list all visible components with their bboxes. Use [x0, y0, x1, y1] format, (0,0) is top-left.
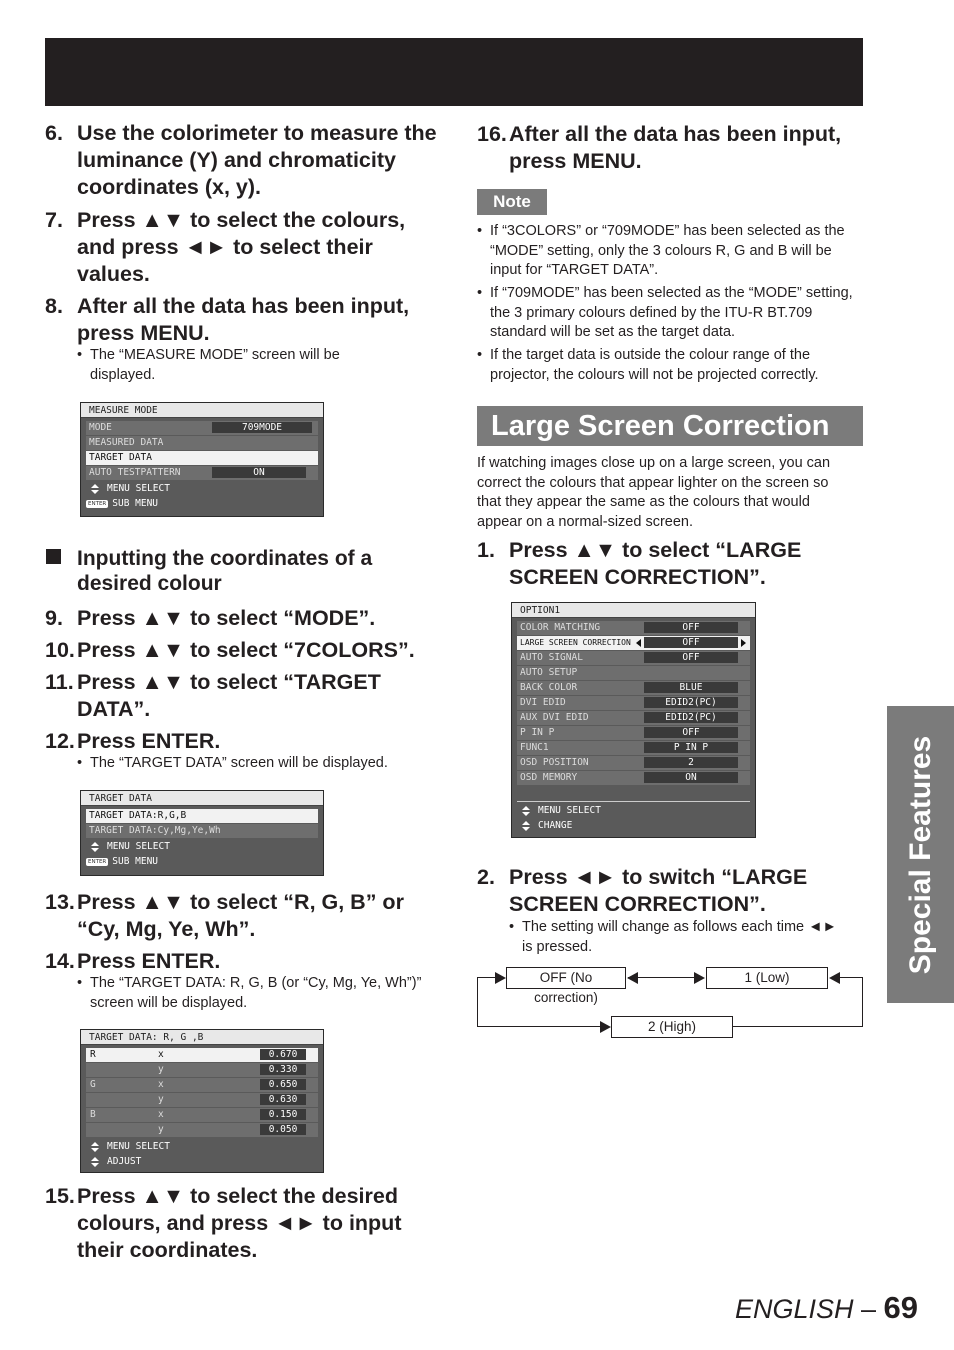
measure-mode-screen	[80, 402, 324, 517]
up-down-icon	[91, 1142, 99, 1152]
section-title: Large Screen Correction	[477, 406, 863, 446]
step-text: Press ENTER.	[77, 949, 221, 973]
screen-footer-submenu: ENTER SUB MENU	[88, 856, 159, 867]
menu-row-mode: MODE 709MODE	[86, 421, 318, 435]
step-number: 2.	[477, 865, 495, 889]
coord-row: y 0.050	[86, 1123, 318, 1137]
note-item: • If the target data is outside the colour range of the projector, the colours will not be projected correctly.	[477, 346, 863, 385]
step-10	[45, 637, 440, 664]
screen-footer-select: MENU SELECT	[522, 805, 601, 816]
step-text: Press ▲▼ to select the desired colours, and press ◄► to input their coordinates.	[77, 1184, 402, 1262]
menu-row-color-matching: COLOR MATCHING OFF	[517, 621, 750, 635]
arrow-right-icon	[694, 972, 705, 984]
step-15	[45, 1183, 440, 1265]
square-marker-icon	[46, 549, 61, 564]
step-6	[45, 120, 440, 202]
step-text: Press ▲▼ to select “7COLORS”.	[77, 638, 415, 662]
screen-footer-submenu: ENTER SUB MENU	[88, 498, 159, 509]
section-side-tab	[887, 706, 954, 1003]
page-footer: ENGLISH – 69	[734, 1290, 918, 1325]
screen-title: OPTION1	[512, 603, 755, 618]
step-number: 14.	[45, 949, 75, 973]
option-value: OFF	[644, 637, 738, 648]
step-16	[477, 121, 867, 175]
right-arrow-icon	[741, 639, 746, 647]
step-number: 8.	[45, 294, 63, 318]
coord-value: 0.670	[260, 1049, 306, 1060]
step-1	[477, 537, 867, 591]
target-data-screen	[80, 790, 324, 876]
step-number: 9.	[45, 606, 63, 630]
step-number: 11.	[45, 670, 74, 694]
option-value: OFF	[644, 622, 738, 633]
screen-title: TARGET DATA	[81, 791, 323, 806]
option-value: EDID2(PC)	[644, 697, 738, 708]
flow-box-low: 1 (Low)	[706, 967, 828, 989]
step-number: 1.	[477, 538, 495, 562]
step-text: Press ▲▼ to select “R, G, B” or “Cy, Mg, Ye, Wh”.	[77, 890, 404, 941]
step-text: Press ▲▼ to select the colours, and press ◄► to select their values.	[77, 208, 406, 286]
option-value: OFF	[644, 727, 738, 738]
step-text: Press ▲▼ to select “MODE”.	[77, 606, 376, 630]
option-value: OFF	[644, 652, 738, 663]
left-right-icon	[522, 821, 530, 831]
note-label: Note	[477, 189, 547, 215]
coord-value: 0.330	[260, 1064, 306, 1075]
screen-footer-select: MENU SELECT	[91, 1141, 170, 1152]
option-value: BLUE	[644, 682, 738, 693]
step-text: Press ENTER.	[77, 729, 221, 753]
step-text: Press ▲▼ to select “LARGE SCREEN CORRECTION”.	[509, 538, 802, 589]
step-text: Press ◄► to switch “LARGE SCREEN CORRECTION”.	[509, 865, 808, 916]
arrow-left-icon	[829, 972, 840, 984]
coord-value: 0.650	[260, 1079, 306, 1090]
menu-row-measured-data: MEASURED DATA	[86, 436, 318, 450]
subheading: Inputting the coordinates of a desired colour	[77, 547, 373, 595]
left-arrow-icon	[636, 639, 641, 647]
up-down-icon	[522, 806, 530, 816]
flow-line	[862, 977, 863, 1027]
menu-row-auto-signal: AUTO SIGNAL OFF	[517, 651, 750, 665]
auto-value: ON	[212, 467, 306, 478]
screen-title: MEASURE MODE	[81, 403, 323, 418]
step-number: 12.	[45, 729, 75, 753]
enter-icon: ENTER	[88, 500, 107, 507]
menu-row-large-screen-correction: LARGE SCREEN CORRECTION OFF	[517, 636, 750, 650]
menu-row-aux-dvi-edid: AUX DVI EDID EDID2(PC)	[517, 711, 750, 725]
section-intro: If watching images close up on a large screen, you can correct the colours that appear lighter on the screen so that they appear the same as the colours that would appear on a normal-sized screen.	[477, 455, 831, 530]
step-8	[45, 293, 440, 348]
step-number: 15.	[45, 1184, 75, 1208]
menu-row-back-color: BACK COLOR BLUE	[517, 681, 750, 695]
coord-value: 0.150	[260, 1109, 306, 1120]
step-number: 6.	[45, 121, 63, 145]
arrow-left-icon	[627, 972, 638, 984]
bullet-12: • The “TARGET DATA” screen will be displayed.	[77, 754, 437, 774]
coord-value: 0.630	[260, 1094, 306, 1105]
coord-row: R x 0.670	[86, 1048, 318, 1062]
arrow-right-icon	[600, 1021, 611, 1033]
step-text: Press ▲▼ to select “TARGET DATA”.	[77, 670, 381, 721]
step-12	[45, 728, 440, 755]
screen-footer-change: CHANGE	[522, 820, 572, 831]
screen-footer-adjust: ADJUST	[91, 1156, 141, 1167]
flow-line	[477, 1026, 600, 1027]
arrow-right-icon	[495, 972, 506, 984]
menu-row-osd-position: OSD POSITION 2	[517, 756, 750, 770]
menu-row-auto-testpattern: AUTO TESTPATTERN ON	[86, 466, 318, 480]
menu-row-func1: FUNC1 P IN P	[517, 741, 750, 755]
flow-line	[477, 977, 495, 978]
flow-box-high: 2 (High)	[611, 1016, 733, 1038]
left-right-icon	[91, 1157, 99, 1167]
up-down-icon	[91, 842, 99, 852]
option-value: EDID2(PC)	[644, 712, 738, 723]
step-text: Use the colorimeter to measure the luminance (Y) and chromaticity coordinates (x, y).	[77, 121, 437, 199]
bullet-8: • The “MEASURE MODE” screen will be displayed.	[77, 346, 397, 385]
menu-row-target-data: TARGET DATA	[86, 451, 318, 465]
step-14	[45, 948, 440, 975]
coord-row: B x 0.150	[86, 1108, 318, 1122]
coord-row: y 0.630	[86, 1093, 318, 1107]
menu-row-rgb: TARGET DATA:R,G,B	[86, 809, 318, 823]
menu-row-p-in-p: P IN P OFF	[517, 726, 750, 740]
coord-row: y 0.330	[86, 1063, 318, 1077]
step-9	[45, 605, 440, 632]
step-number: 7.	[45, 208, 63, 232]
step-13	[45, 889, 440, 943]
flow-line	[477, 977, 478, 1027]
option-value: 2	[644, 757, 738, 768]
divider	[517, 801, 750, 802]
step-text: After all the data has been input, press MENU.	[509, 122, 842, 173]
enter-icon: ENTER	[88, 858, 107, 865]
target-data-rgb-screen	[80, 1029, 324, 1173]
step-number: 13.	[45, 890, 75, 914]
side-tab-label: Special Features	[903, 735, 937, 974]
menu-row-cymgyewh: TARGET DATA:Cy,Mg,Ye,Wh	[86, 824, 318, 838]
note-item: • If “3COLORS” or “709MODE” has been selected as the “MODE” setting, only the 3 colours R, G and B will be input for “TARGET DATA”.	[477, 222, 863, 281]
flow-box-off: OFF (No correction)	[506, 967, 626, 989]
bullet-14: • The “TARGET DATA: R, G, B (or “Cy, Mg, Ye, Wh”)” screen will be displayed.	[77, 974, 437, 1013]
step-2	[477, 864, 867, 918]
menu-row-osd-memory: OSD MEMORY ON	[517, 771, 750, 785]
step-text: After all the data has been input, press MENU.	[77, 294, 410, 345]
flow-line	[733, 1026, 863, 1027]
screen-title: TARGET DATA: R, G ,B	[81, 1030, 323, 1045]
option-value: ON	[644, 772, 738, 783]
coord-value: 0.050	[260, 1124, 306, 1135]
page-number: 69	[883, 1290, 918, 1325]
note-item: • If “709MODE” has been selected as the “MODE” setting, the 3 primary colours defined by the ITU-R BT.709 standard will be set as the target data.	[477, 284, 863, 343]
coord-row: G x 0.650	[86, 1078, 318, 1092]
up-down-icon	[91, 484, 99, 494]
screen-footer-select: MENU SELECT	[91, 841, 170, 852]
header-bar	[45, 38, 863, 106]
flow-line	[840, 977, 862, 978]
menu-row-auto-setup: AUTO SETUP	[517, 666, 750, 680]
step-11	[45, 669, 440, 723]
option1-screen	[511, 602, 756, 838]
option-value: P IN P	[644, 742, 738, 753]
screen-footer-select: MENU SELECT	[91, 483, 170, 494]
bullet-2: • The setting will change as follows each time ◄► is pressed.	[509, 918, 849, 957]
mode-value: 709MODE	[212, 422, 312, 433]
menu-row-dvi-edid: DVI EDID EDID2(PC)	[517, 696, 750, 710]
step-number: 16.	[477, 122, 507, 146]
step-7	[45, 207, 440, 289]
step-number: 10.	[45, 638, 75, 662]
